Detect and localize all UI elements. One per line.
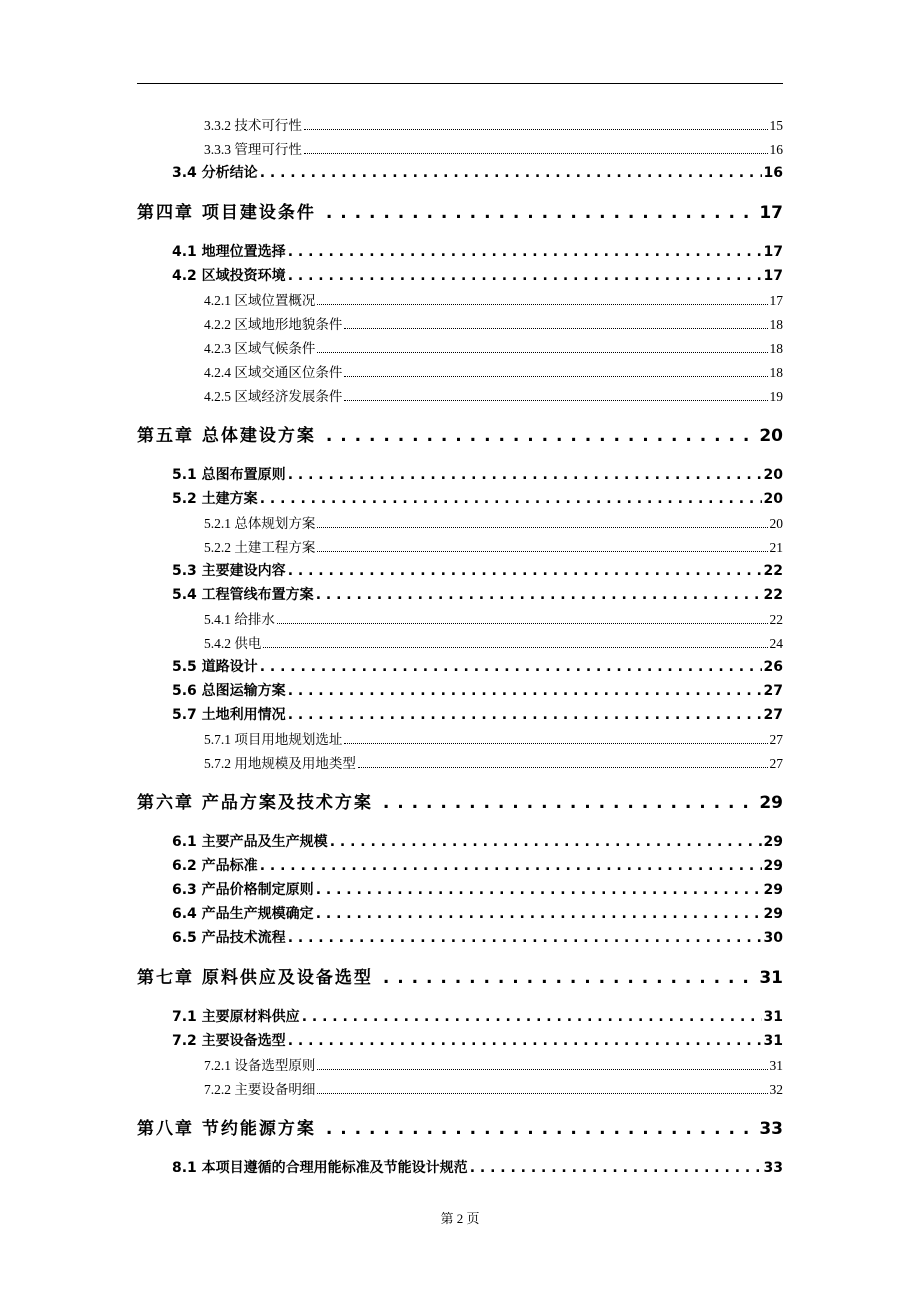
toc-entry-page: 27 <box>769 732 783 747</box>
toc-entry-label: 3.3.2 技术可行性 <box>204 118 302 133</box>
toc-leader-dots <box>260 491 762 507</box>
toc-entry-level2[interactable] <box>172 162 783 182</box>
toc-entry-page: 27 <box>763 683 783 699</box>
toc-entry-page: 33 <box>763 1160 783 1176</box>
toc-leader-dots <box>288 244 762 260</box>
toc-entry-level1[interactable] <box>137 198 783 223</box>
toc-entry-page: 29 <box>763 858 783 874</box>
toc-leader-dots <box>263 639 767 648</box>
toc-leader-dots <box>344 735 767 744</box>
toc-entry-label: 5.5 道路设计 <box>172 659 258 675</box>
toc-entry-level2[interactable] <box>172 704 783 724</box>
toc-entry-page: 31 <box>759 968 783 988</box>
toc-entry-level2[interactable] <box>172 656 783 676</box>
toc-entry-level2[interactable] <box>172 927 783 947</box>
toc-entry-level2[interactable] <box>172 464 783 484</box>
toc-entry-page: 31 <box>769 1058 783 1073</box>
toc-entry-label: 第五章 总体建设方案 <box>137 426 316 446</box>
toc-leader-dots <box>288 683 762 699</box>
toc-entry-page: 20 <box>763 467 783 483</box>
toc-entry-label: 第八章 节约能源方案 <box>137 1119 316 1139</box>
toc-entry-page: 27 <box>763 707 783 723</box>
toc-entry-level2[interactable] <box>172 1157 783 1177</box>
toc-leader-dots <box>330 834 762 850</box>
toc-entry-level3[interactable] <box>204 536 783 556</box>
toc-entry-page: 21 <box>769 540 783 555</box>
toc-entry-label: 5.2.1 总体规划方案 <box>204 516 316 531</box>
toc-leader-dots <box>288 1033 762 1049</box>
toc-entry-label: 第四章 项目建设条件 <box>137 203 316 223</box>
toc-leader-dots <box>344 368 767 377</box>
toc-leader-dots <box>344 320 767 329</box>
toc-entry-label: 7.2.1 设备选型原则 <box>204 1058 316 1073</box>
toc-entry-level2[interactable] <box>172 584 783 604</box>
toc-entry-label: 第七章 原料供应及设备选型 <box>137 968 373 988</box>
toc-leader-dots <box>317 1085 767 1094</box>
toc-entry-level3[interactable] <box>204 728 783 748</box>
toc-entry-label: 4.2.4 区域交通区位条件 <box>204 365 343 380</box>
toc-entry-label: 6.4 产品生产规模确定 <box>172 906 314 922</box>
toc-entry-level2[interactable] <box>172 1030 783 1050</box>
toc-leader-dots <box>358 759 768 768</box>
toc-entry-level3[interactable] <box>204 1054 783 1074</box>
toc-entry-page: 18 <box>769 317 783 332</box>
toc-entry-page: 29 <box>763 906 783 922</box>
toc-entry-label: 7.1 主要原材料供应 <box>172 1009 300 1025</box>
toc-leader-dots <box>383 793 755 813</box>
toc-entry-page: 22 <box>763 563 783 579</box>
toc-leader-dots <box>317 344 767 353</box>
toc-leader-dots <box>288 707 762 723</box>
toc-entry-level3[interactable] <box>204 337 783 357</box>
toc-entry-level3[interactable] <box>204 114 783 134</box>
toc-entry-page: 22 <box>763 587 783 603</box>
toc-entry-page: 17 <box>759 203 783 223</box>
toc-entry-label: 5.2.2 土建工程方案 <box>204 540 316 555</box>
toc-entry-label: 5.4.2 供电 <box>204 636 262 651</box>
toc-entry-level2[interactable] <box>172 488 783 508</box>
toc-entry-label: 4.2.5 区域经济发展条件 <box>204 389 343 404</box>
toc-entry-level2[interactable] <box>172 903 783 923</box>
toc-entry-page: 22 <box>769 612 783 627</box>
toc-leader-dots <box>470 1160 762 1176</box>
toc-entry-label: 5.2 土建方案 <box>172 491 258 507</box>
toc-entry-label: 5.1 总图布置原则 <box>172 467 286 483</box>
toc-entry-label: 第六章 产品方案及技术方案 <box>137 793 373 813</box>
toc-entry-page: 17 <box>763 268 783 284</box>
toc-entry-label: 5.7 土地利用情况 <box>172 707 286 723</box>
toc-entry-page: 29 <box>759 793 783 813</box>
toc-entry-level3[interactable] <box>204 1078 783 1098</box>
toc-entry-label: 5.3 主要建设内容 <box>172 563 286 579</box>
toc-entry-level3[interactable] <box>204 361 783 381</box>
toc-entry-label: 5.4 工程管线布置方案 <box>172 587 314 603</box>
toc-entry-level2[interactable] <box>172 855 783 875</box>
toc-entry-page: 32 <box>769 1082 783 1097</box>
toc-entry-label: 5.6 总图运输方案 <box>172 683 286 699</box>
toc-entry-label: 3.3.3 管理可行性 <box>204 142 302 157</box>
toc-leader-dots <box>288 268 762 284</box>
toc-entry-page: 18 <box>769 341 783 356</box>
toc-entry-level1[interactable] <box>137 421 783 446</box>
toc-entry-label: 6.5 产品技术流程 <box>172 930 286 946</box>
toc-leader-dots <box>317 519 767 528</box>
toc-leader-dots <box>288 930 762 946</box>
toc-entry-level3[interactable] <box>204 313 783 333</box>
toc-leader-dots <box>326 1119 755 1139</box>
toc-leader-dots <box>317 1061 767 1070</box>
toc-leader-dots <box>344 392 767 401</box>
toc-entry-label: 6.2 产品标准 <box>172 858 258 874</box>
toc-entry-level3[interactable] <box>204 385 783 405</box>
toc-entry-label: 5.7.2 用地规模及用地类型 <box>204 756 356 771</box>
toc-leader-dots <box>316 882 762 898</box>
toc-leader-dots <box>302 1009 762 1025</box>
toc-leader-dots <box>260 858 762 874</box>
toc-leader-dots <box>260 659 762 675</box>
toc-entry-level3[interactable] <box>204 289 783 309</box>
toc-entry-page: 20 <box>769 516 783 531</box>
toc-entry-level2[interactable] <box>172 265 783 285</box>
toc-entry-page: 20 <box>759 426 783 446</box>
toc-leader-dots <box>316 587 762 603</box>
toc-entry-level3[interactable] <box>204 512 783 532</box>
toc-entry-label: 4.1 地理位置选择 <box>172 244 286 260</box>
toc-entry-page: 27 <box>769 756 783 771</box>
toc-entry-label: 7.2 主要设备选型 <box>172 1033 286 1049</box>
toc-entry-label: 6.1 主要产品及生产规模 <box>172 834 328 850</box>
toc-entry-label: 4.2.1 区域位置概况 <box>204 293 316 308</box>
toc-leader-dots <box>316 906 762 922</box>
toc-entry-page: 17 <box>763 244 783 260</box>
toc-entry-page: 30 <box>763 930 783 946</box>
toc-entry-label: 4.2.3 区域气候条件 <box>204 341 316 356</box>
toc-entry-page: 33 <box>759 1119 783 1139</box>
toc-leader-dots <box>383 968 755 988</box>
toc-entry-page: 19 <box>769 389 783 404</box>
toc-entry-level3[interactable] <box>204 752 783 772</box>
toc-entry-label: 4.2.2 区域地形地貌条件 <box>204 317 343 332</box>
toc-entry-label: 4.2 区域投资环境 <box>172 268 286 284</box>
toc-entry-page: 20 <box>763 491 783 507</box>
toc-entry-level2[interactable] <box>172 560 783 580</box>
toc-leader-dots <box>288 467 762 483</box>
toc-entry-label: 5.4.1 给排水 <box>204 612 275 627</box>
toc-entry-level1[interactable] <box>137 788 783 813</box>
toc-entry-page: 31 <box>763 1033 783 1049</box>
toc-entry-label: 5.7.1 项目用地规划选址 <box>204 732 343 747</box>
toc-entry-level1[interactable] <box>137 1114 783 1139</box>
toc-entry-level2[interactable] <box>172 680 783 700</box>
toc-entry-label: 3.4 分析结论 <box>172 165 258 181</box>
toc-leader-dots <box>317 543 767 552</box>
toc-leader-dots <box>288 563 762 579</box>
toc-leader-dots <box>277 615 768 624</box>
toc-entry-label: 8.1 本项目遵循的合理用能标准及节能设计规范 <box>172 1160 468 1176</box>
toc-entry-level2[interactable] <box>172 831 783 851</box>
toc-entry-level2[interactable] <box>172 241 783 261</box>
toc-leader-dots <box>260 165 762 181</box>
toc-entry-level3[interactable] <box>204 138 783 158</box>
toc-entry-page: 24 <box>769 636 783 651</box>
page-number: 第 2 页 <box>440 1211 480 1226</box>
toc-leader-dots <box>304 145 768 154</box>
toc-entry-page: 18 <box>769 365 783 380</box>
toc-entry-page: 29 <box>763 834 783 850</box>
toc-entry-page: 26 <box>763 659 783 675</box>
toc-entry-page: 29 <box>763 882 783 898</box>
toc-entry-page: 16 <box>769 142 783 157</box>
toc-entry-page: 17 <box>769 293 783 308</box>
toc-leader-dots <box>304 121 768 130</box>
toc-entry-level2[interactable] <box>172 1006 783 1026</box>
toc-entry-page: 15 <box>769 118 783 133</box>
toc-entry-level1[interactable] <box>137 963 783 988</box>
toc-leader-dots <box>326 203 755 223</box>
toc-entry-page: 31 <box>763 1009 783 1025</box>
toc-entry-label: 7.2.2 主要设备明细 <box>204 1082 316 1097</box>
toc-entry-level3[interactable] <box>204 632 783 652</box>
toc-entry-page: 16 <box>763 165 783 181</box>
toc-entry-label: 6.3 产品价格制定原则 <box>172 882 314 898</box>
toc-entry-level3[interactable] <box>204 608 783 628</box>
toc-leader-dots <box>317 296 767 305</box>
toc-entry-level2[interactable] <box>172 879 783 899</box>
toc-leader-dots <box>326 426 755 446</box>
